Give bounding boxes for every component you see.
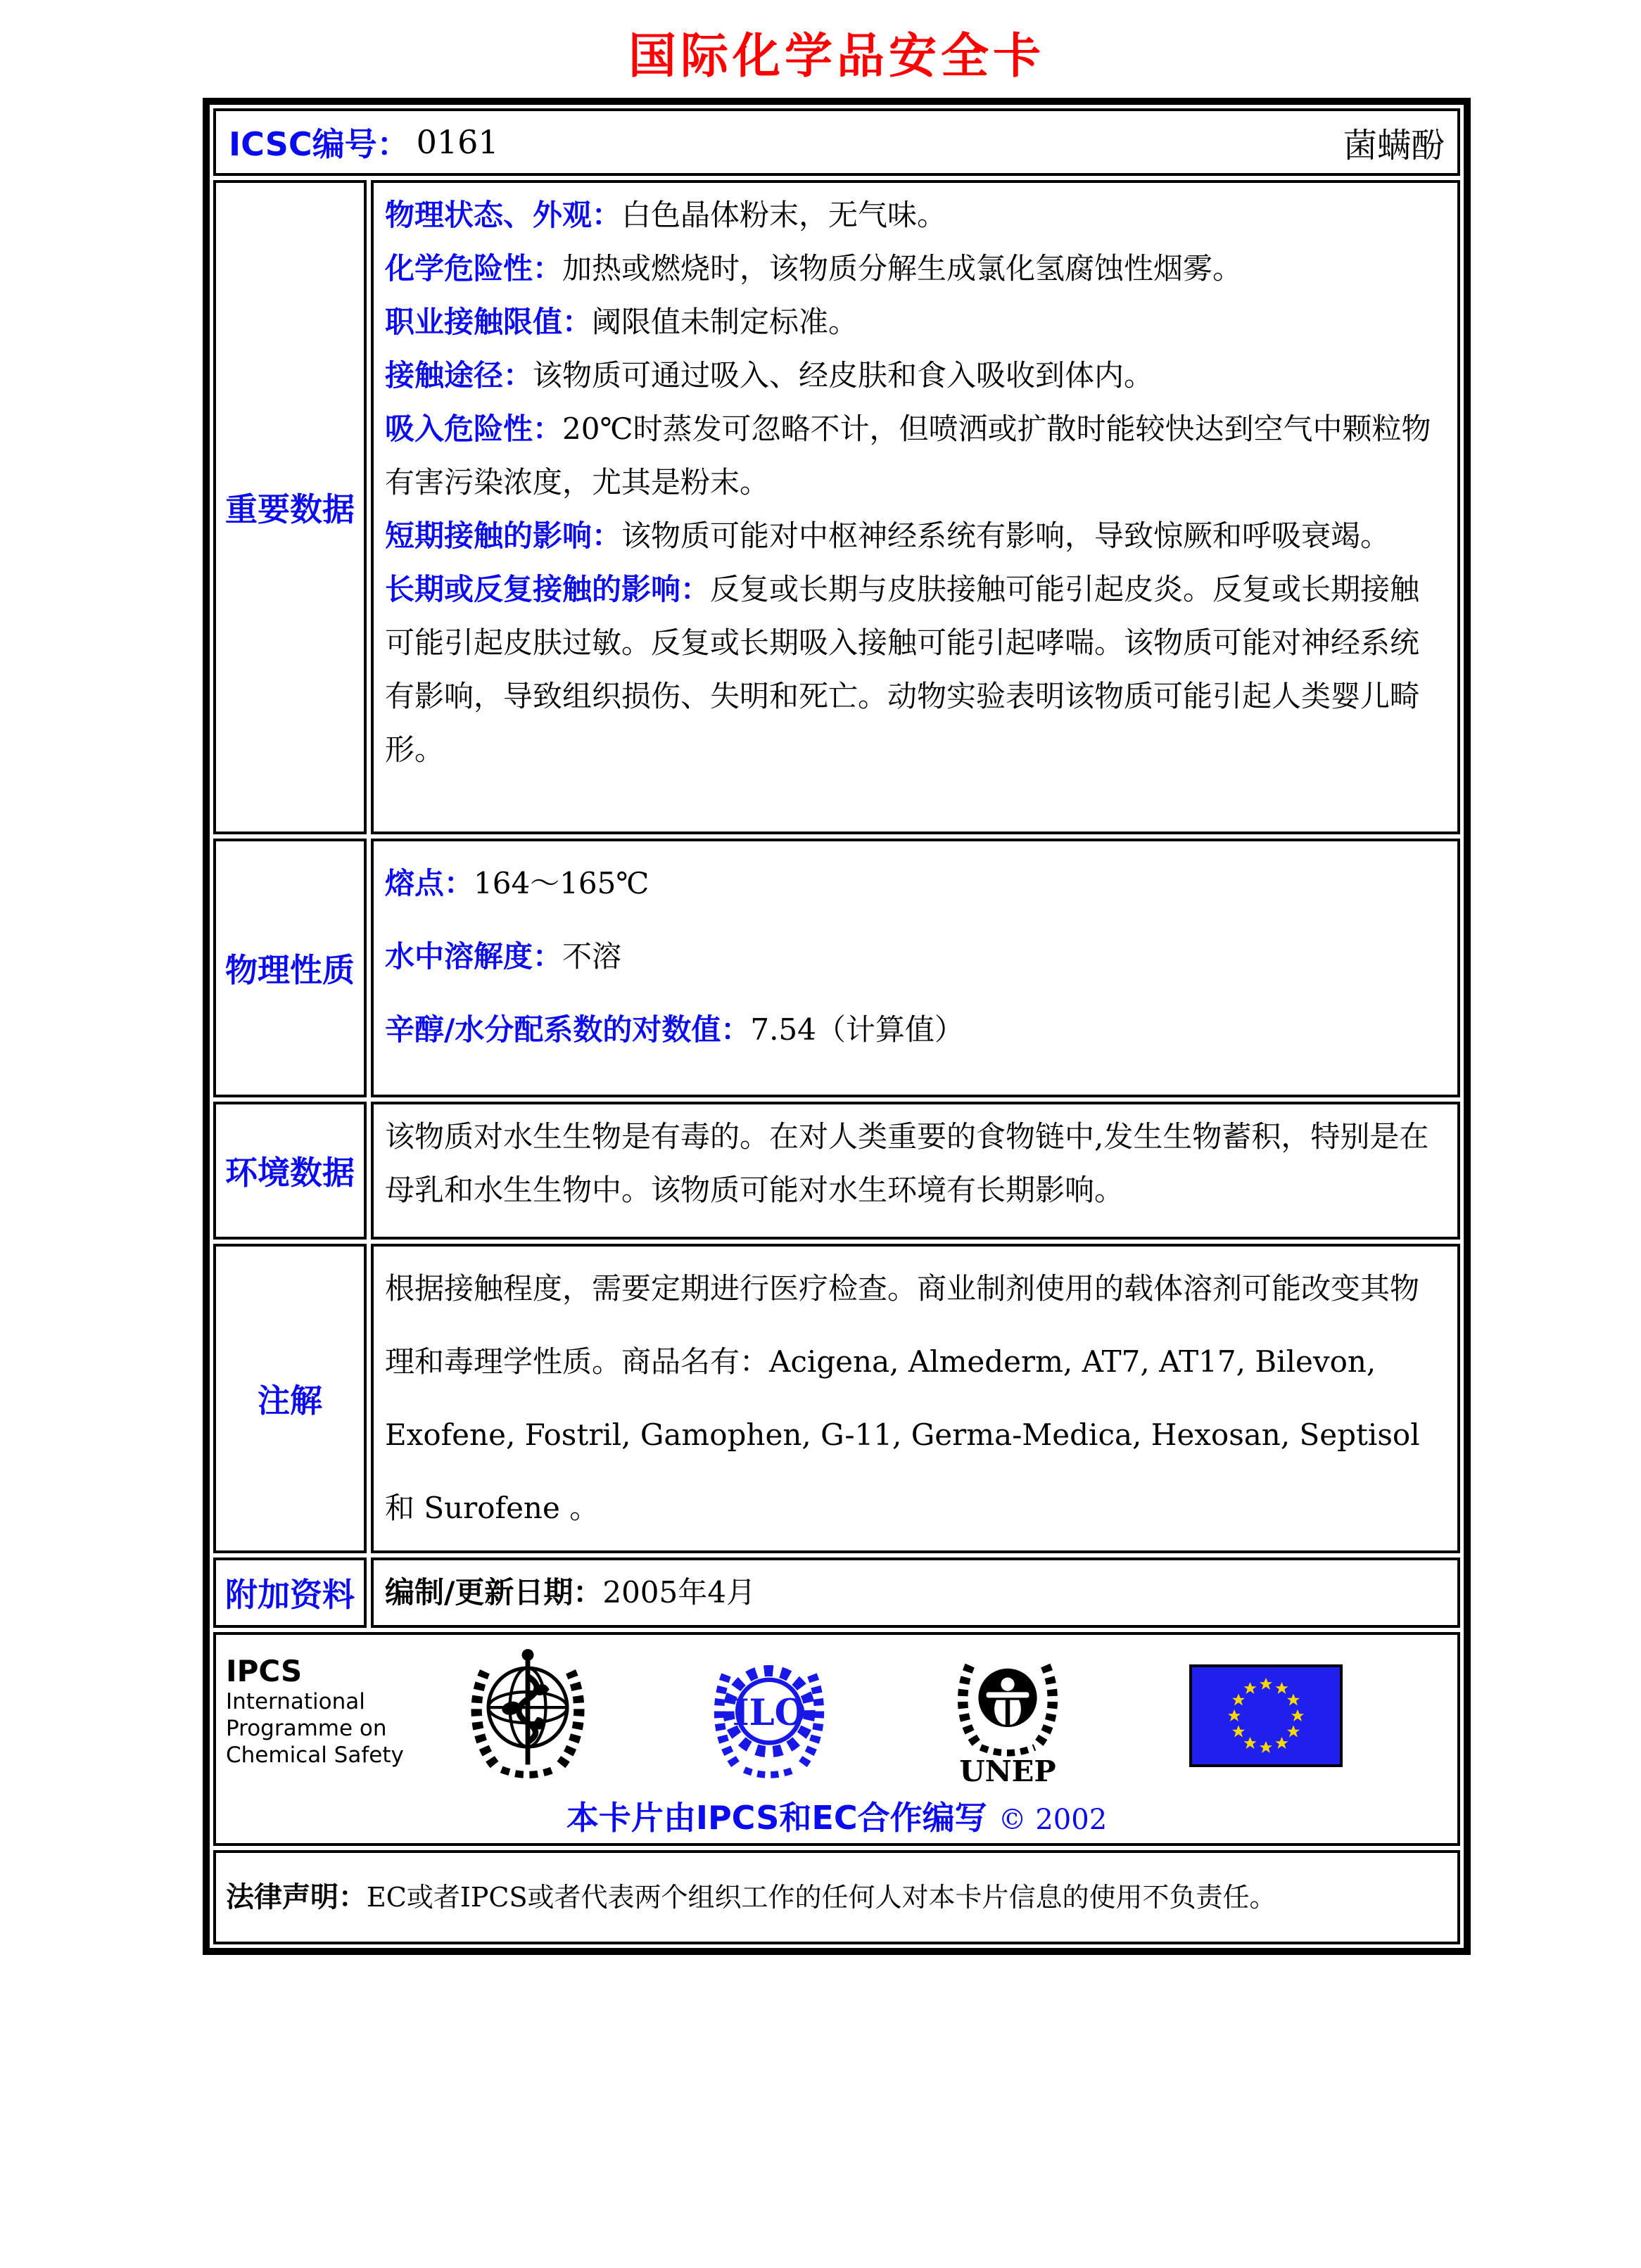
entry-key: 辛醇/水分配系数的对数值：	[385, 1012, 751, 1047]
entry-text: 反复或长期与皮肤接触可能引起皮炎。反复或长期接触可能引起皮肤过敏。反复或长期吸入接触可能引起哮喘。该物质可能对神经系统有影响，导致组织损伤、失明和死亡。动物实验表明该物质可能引起人类婴儿畸形。	[385, 572, 1420, 767]
entry-short-term-effects	[385, 509, 1446, 563]
legal-row	[213, 1850, 1460, 1944]
environmental-data-row	[213, 1102, 1460, 1240]
page-title: 国际化学品安全卡	[628, 29, 1045, 84]
entry-text: 阈限值未制定标准。	[592, 305, 858, 339]
entry-key: 长期或反复接触的影响：	[385, 572, 711, 606]
entry-exposure-routes	[385, 349, 1446, 402]
physical-properties-row	[213, 839, 1460, 1097]
entry-text: 白色晶体粉末，无气味。	[621, 198, 947, 232]
entry-text: 20℃时蒸发可忽略不计，但喷洒或扩散时能较快达到空气中颗粒物有害污染浓度，尤其是粉末。	[385, 412, 1431, 499]
unep-logo-text: UNEP	[958, 1753, 1056, 1788]
footer-row	[213, 1632, 1460, 1846]
entry-key: 接触途径：	[385, 358, 533, 393]
entry-long-term-effects	[385, 563, 1446, 777]
entry-chemical-danger	[385, 242, 1446, 295]
logos-strip	[405, 1642, 1447, 1790]
chemical-name: 菌螨酚	[1343, 125, 1445, 165]
entry-text: 该物质可通过吸入、经皮肤和食入吸收到体内。	[533, 358, 1154, 393]
icsc-number-label: ICSC编号：	[229, 125, 410, 163]
notes-row	[213, 1244, 1460, 1553]
icsc-number-value: 0161	[416, 123, 499, 161]
entry-key: 短期接触的影响：	[385, 518, 622, 553]
important-data-label-cell	[213, 180, 367, 834]
entry-melting-point	[385, 847, 1446, 920]
ipcs-line-2: Programme on	[226, 1716, 387, 1741]
entry-key: 职业接触限值：	[385, 305, 593, 339]
footer-top	[226, 1642, 1447, 1790]
legal-text: EC或者IPCS或者代表两个组织工作的任何人对本卡片信息的使用不负责任。	[367, 1882, 1276, 1913]
notes-label-cell	[213, 1244, 367, 1553]
entry-occupational-limit	[385, 295, 1446, 349]
ipcs-line-3: Chemical Safety	[226, 1743, 404, 1768]
ipcs-title: IPCS	[226, 1654, 303, 1688]
important-data-content	[371, 180, 1460, 834]
update-date	[385, 1566, 1446, 1619]
additional-info-label-cell	[213, 1557, 367, 1628]
safety-card	[203, 98, 1471, 1955]
notes-text: 根据接触程度，需要定期进行医疗检查。商业制剂使用的载体溶剂可能改变其物理和毒理学性质。商品名有：Acigena, Almederm, AT7, AT17, Bilevon, Exofene, Fostril, Gamophen, G-11, Germa-Medica, Hexosan, Septisol和 Surofene 。	[385, 1271, 1420, 1525]
physical-properties-label-cell	[213, 839, 367, 1097]
environmental-data-content	[371, 1102, 1460, 1240]
ipcs-block	[226, 1642, 405, 1769]
additional-info-row	[213, 1557, 1460, 1628]
ilo-logo-icon	[713, 1645, 825, 1786]
entry-key: 物理状态、外观：	[385, 198, 622, 232]
entry-key: 熔点：	[385, 866, 474, 900]
legal-statement	[226, 1880, 1276, 1915]
section-label: 重要数据	[225, 490, 355, 528]
legal-label: 法律声明：	[226, 1881, 367, 1913]
entry-key: 编制/更新日期：	[385, 1575, 603, 1610]
legal-cell	[213, 1850, 1460, 1944]
entry-text: 不溶	[562, 939, 622, 974]
entry-text: 7.54（计算值）	[750, 1012, 964, 1047]
entry-key: 化学危险性：	[385, 251, 563, 286]
section-label: 环境数据	[225, 1154, 355, 1192]
credit-text: 本卡片由IPCS和EC合作编写	[566, 1799, 987, 1837]
who-logo-icon	[468, 1645, 588, 1786]
icsc-number	[229, 119, 499, 165]
unep-logo-icon	[951, 1642, 1064, 1790]
entry-key: 水中溶解度：	[385, 939, 563, 974]
physical-properties-content	[371, 839, 1460, 1097]
eu-flag-icon	[1189, 1664, 1343, 1767]
notes-content	[371, 1244, 1460, 1553]
entry-physical-state	[385, 189, 1446, 242]
entry-text: 加热或燃烧时，该物质分解生成氯化氢腐蚀性烟雾。	[562, 251, 1243, 286]
ipcs-line-1: International	[226, 1689, 365, 1714]
section-label: 注解	[258, 1382, 322, 1420]
footer-cell	[213, 1632, 1460, 1846]
entry-text: 2005年4月	[602, 1575, 756, 1610]
environmental-text: 该物质对水生生物是有毒的。在对人类重要的食物链中,发生生物蓄积，特别是在母乳和水生生物中。该物质可能对水生环境有长期影响。	[385, 1119, 1429, 1207]
header-row	[213, 108, 1460, 176]
entry-text: 164～165℃	[474, 866, 650, 900]
entry-text: 该物质可能对中枢神经系统有影响，导致惊厥和呼吸衰竭。	[621, 518, 1390, 553]
header-cell	[213, 108, 1460, 176]
copyright-text: © 2002	[998, 1804, 1108, 1836]
credit-line	[226, 1792, 1447, 1839]
entry-key: 吸入危险性：	[385, 412, 563, 446]
section-label: 物理性质	[225, 951, 355, 989]
environmental-data-label-cell	[213, 1102, 367, 1240]
additional-info-content	[371, 1557, 1460, 1628]
important-data-row	[213, 180, 1460, 834]
entry-water-solubility	[385, 920, 1446, 993]
entry-inhalation-risk	[385, 402, 1446, 509]
entry-partition-coefficient	[385, 993, 1446, 1066]
ilo-logo-text: ILO	[733, 1691, 806, 1734]
section-label: 附加资料	[225, 1576, 355, 1614]
